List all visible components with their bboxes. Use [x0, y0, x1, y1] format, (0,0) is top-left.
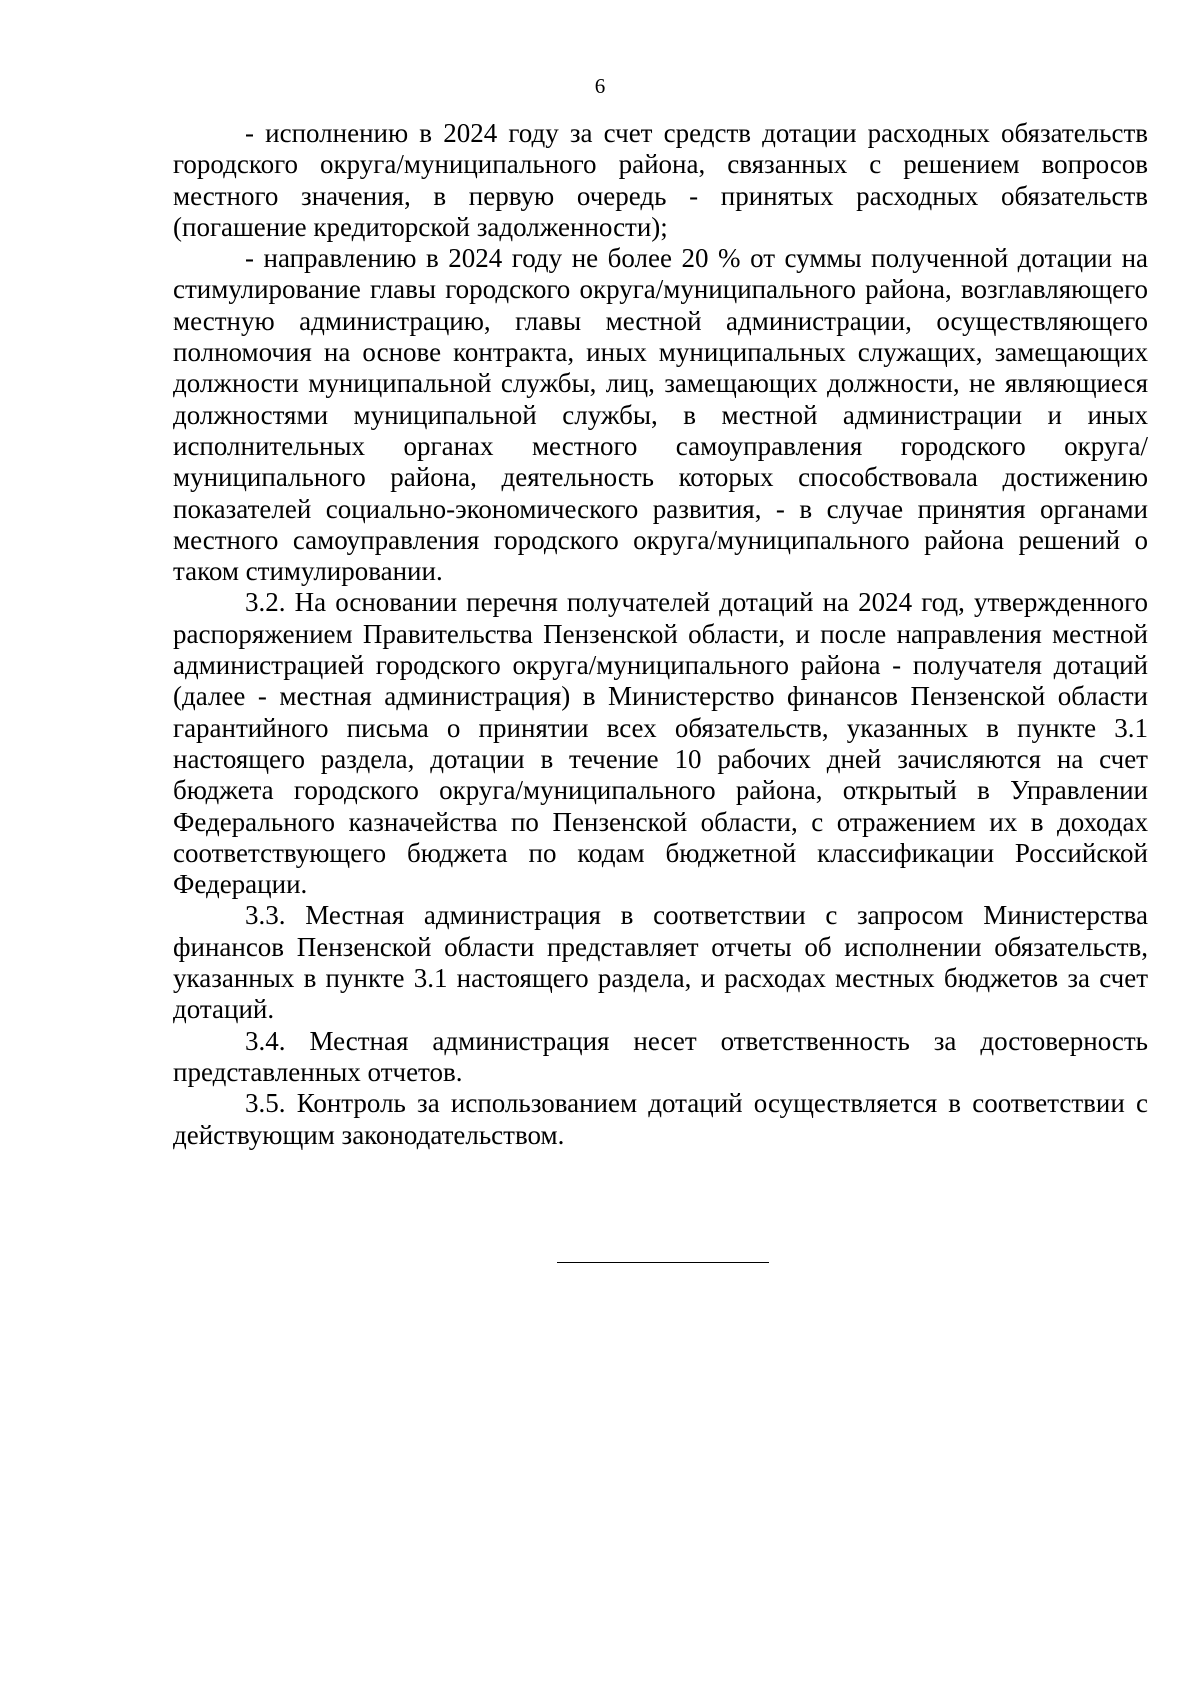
document-body	[173, 118, 1148, 1151]
paragraph-item-incentive: - направлению в 2024 году не более 20 % от суммы полученной дотации на стимулирование главы городского округа/муниципального района, возглавляющего местную администрацию, главы местной администрации, осуществляющего полномочия на основе контракта, иных муниципальных служащих, замещающих должности муниципальной службы, лиц, замещающих должности, не являющиеся должностями муниципальной службы, в местной администрации и иных исполнительных органах местного самоуправления городского округа/муниципального района, деятельность которых способствовала достижению показателей социально-экономического развития, - в случае принятия органами местного самоуправления городского округа/муниципального района решений о таком стимулировании.	[173, 243, 1148, 587]
paragraph-3-4: 3.4. Местная администрация несет ответственность за достоверность представленных отчетов.	[173, 1025, 1148, 1087]
paragraph-item-execution: - исполнению в 2024 году за счет средств дотации расходных обязательств городского округа/муниципального района, связанных с решением вопросов местного значения, в первую очередь - принятых расходных обязательств (погашение кредиторской задолженности);	[173, 118, 1148, 242]
page-number: 6	[594, 74, 606, 98]
end-separator-line	[557, 1262, 769, 1263]
paragraph-3-5: 3.5. Контроль за использованием дотаций осуществляется в соответствии с действующим законодательством.	[173, 1088, 1148, 1150]
paragraph-3-3: 3.3. Местная администрация в соответствии с запросом Министерства финансов Пензенской области представляет отчеты об исполнении обязательств, указанных в пункте 3.1 настоящего раздела, и расходах местных бюджетов за счет дотаций.	[173, 900, 1148, 1025]
paragraph-3-2: 3.2. На основании перечня получателей дотаций на 2024 год, утвержденного распоряжением Правительства Пензенской области, и после направления местной администрацией городского округа/муниципального района - получателя дотаций (далее - местная администрация) в Министерство финансов Пензенской области гарантийного письма о принятии всех обязательств, указанных в пункте 3.1 настоящего раздела, дотации в течение 10 рабочих дней зачисляются на счет бюджета городского округа/муниципального района, открытый в Управлении Федерального казначейства по Пензенской области, с отражением их в доходах соответствующего бюджета по кодам бюджетной классификации Российской Федерации.	[173, 587, 1148, 900]
